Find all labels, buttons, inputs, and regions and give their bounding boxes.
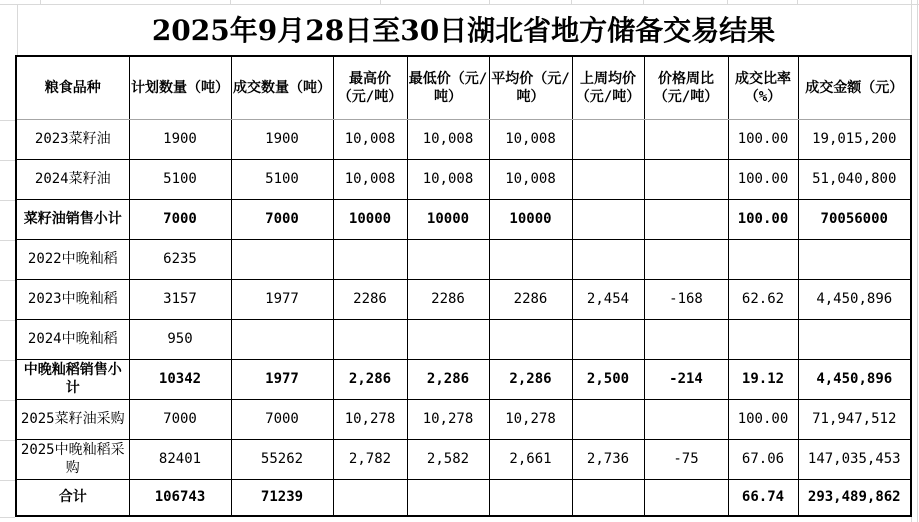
gridline-row-stub <box>0 200 15 201</box>
cell[interactable]: 62.62 <box>728 279 798 319</box>
cell[interactable]: 5100 <box>231 159 333 199</box>
cell[interactable]: 950 <box>129 319 231 359</box>
cell[interactable] <box>407 479 489 516</box>
cell[interactable]: 2286 <box>333 279 407 319</box>
subtotal-row <box>16 199 911 239</box>
cell[interactable]: 4,450,896 <box>798 359 911 399</box>
cell[interactable]: 2286 <box>407 279 489 319</box>
gridline-row-stub <box>0 400 15 401</box>
cell[interactable]: 10,008 <box>407 119 489 159</box>
cell[interactable]: 2022中晚籼稻 <box>16 239 129 279</box>
cell[interactable]: 66.74 <box>728 479 798 516</box>
cell[interactable] <box>333 239 407 279</box>
cell[interactable]: 10,008 <box>489 159 572 199</box>
cell[interactable]: 10342 <box>129 359 231 399</box>
cell[interactable]: 合计 <box>16 479 129 516</box>
cell[interactable]: 10,008 <box>489 119 572 159</box>
cell[interactable]: 100.00 <box>728 159 798 199</box>
cell[interactable]: 293,489,862 <box>798 479 911 516</box>
gridline-row-stub <box>0 517 15 518</box>
table-row <box>16 159 911 199</box>
cell[interactable] <box>407 319 489 359</box>
cell[interactable]: 2,286 <box>489 359 572 399</box>
cell[interactable] <box>644 159 728 199</box>
subtotal-row <box>16 359 911 399</box>
cell[interactable]: 1977 <box>231 359 333 399</box>
cell[interactable]: 7000 <box>231 199 333 239</box>
table-row <box>16 239 911 279</box>
report-title[interactable]: 2025年9月28日至30日湖北省地方储备交易结果 <box>151 14 776 47</box>
gridline-row-stub <box>0 240 15 241</box>
cell[interactable] <box>489 319 572 359</box>
cell[interactable]: 51,040,800 <box>798 159 911 199</box>
cell[interactable]: 147,035,453 <box>798 439 911 479</box>
cell[interactable]: 2,286 <box>407 359 489 399</box>
gridline-row-stub <box>0 120 15 121</box>
cell[interactable]: 10,008 <box>333 159 407 199</box>
gridline-row-stub <box>0 480 15 481</box>
cell[interactable]: 70056000 <box>798 199 911 239</box>
cell[interactable]: 2023中晚籼稻 <box>16 279 129 319</box>
cell[interactable]: 10,008 <box>407 159 489 199</box>
cell[interactable] <box>572 479 644 516</box>
cell[interactable] <box>798 239 911 279</box>
cell[interactable]: 2,582 <box>407 439 489 479</box>
trade-results-table <box>15 55 912 517</box>
cell[interactable] <box>728 319 798 359</box>
cell[interactable]: 10,278 <box>489 399 572 439</box>
cell[interactable] <box>333 479 407 516</box>
cell[interactable]: 2,286 <box>333 359 407 399</box>
cell[interactable] <box>407 239 489 279</box>
cell[interactable] <box>572 159 644 199</box>
table-row <box>16 399 911 439</box>
cell[interactable] <box>572 119 644 159</box>
header-cell-week-change[interactable]: 价格周比（元/吨） <box>644 56 728 119</box>
cell[interactable] <box>644 319 728 359</box>
cell[interactable]: -168 <box>644 279 728 319</box>
cell[interactable]: 100.00 <box>728 119 798 159</box>
cell[interactable] <box>333 319 407 359</box>
header-cell-lastweek-avg[interactable]: 上周均价（元/吨） <box>572 56 644 119</box>
header-cell-min-price[interactable]: 最低价（元/吨） <box>407 56 489 119</box>
header-cell-avg-price[interactable]: 平均价（元/吨） <box>489 56 572 119</box>
gridline-row-stub <box>0 360 15 361</box>
cell[interactable]: 2,782 <box>333 439 407 479</box>
cell[interactable]: 55262 <box>231 439 333 479</box>
cell[interactable] <box>489 479 572 516</box>
cell[interactable]: 7000 <box>129 199 231 239</box>
cell[interactable] <box>644 399 728 439</box>
cell[interactable]: 7000 <box>129 399 231 439</box>
cell[interactable] <box>231 319 333 359</box>
cell[interactable]: 2023菜籽油 <box>16 119 129 159</box>
cell[interactable]: 10,008 <box>333 119 407 159</box>
cell[interactable] <box>231 239 333 279</box>
cell[interactable]: 19.12 <box>728 359 798 399</box>
cell[interactable]: 71,947,512 <box>798 399 911 439</box>
table-row <box>16 119 911 159</box>
cell[interactable]: 1900 <box>129 119 231 159</box>
table-row <box>16 439 911 479</box>
cell[interactable]: 10,278 <box>333 399 407 439</box>
total-row <box>16 479 911 516</box>
cell[interactable]: 10000 <box>489 199 572 239</box>
cell[interactable]: -214 <box>644 359 728 399</box>
cell[interactable]: 5100 <box>129 159 231 199</box>
cell[interactable]: 2286 <box>489 279 572 319</box>
cell[interactable]: 菜籽油销售小计 <box>16 199 129 239</box>
header-cell-planned-qty[interactable]: 计划数量（吨） <box>129 56 231 119</box>
header-cell-trade-ratio[interactable]: 成交比率（%） <box>728 56 798 119</box>
header-row <box>16 56 911 119</box>
cell[interactable]: 2024中晚籼稻 <box>16 319 129 359</box>
cell[interactable]: 100.00 <box>728 199 798 239</box>
header-cell-traded-qty[interactable]: 成交数量（吨） <box>231 56 333 119</box>
cell[interactable]: 82401 <box>129 439 231 479</box>
gridline-right-column <box>917 0 918 522</box>
header-cell-trade-amount[interactable]: 成交金额（元） <box>798 56 911 119</box>
cell[interactable]: 2,661 <box>489 439 572 479</box>
cell[interactable]: 中晚籼稻销售小计 <box>16 359 129 399</box>
cell[interactable] <box>644 119 728 159</box>
header-cell-max-price[interactable]: 最高价（元/吨） <box>333 56 407 119</box>
cell[interactable]: 10,278 <box>407 399 489 439</box>
cell[interactable]: 2025中晚籼稻采购 <box>16 439 129 479</box>
cell[interactable]: 1900 <box>231 119 333 159</box>
gridline-row-stub <box>0 320 15 321</box>
header-cell-grain-variety[interactable]: 粮食品种 <box>16 56 129 119</box>
cell[interactable] <box>572 199 644 239</box>
cell[interactable]: 2025菜籽油采购 <box>16 399 129 439</box>
cell[interactable]: -75 <box>644 439 728 479</box>
cell[interactable]: 67.06 <box>728 439 798 479</box>
cell[interactable]: 10000 <box>407 199 489 239</box>
table-row <box>16 279 911 319</box>
cell[interactable] <box>644 239 728 279</box>
gridline-row-stub <box>0 440 15 441</box>
cell[interactable] <box>644 479 728 516</box>
gridline-row-stub <box>0 280 15 281</box>
cell[interactable]: 7000 <box>231 399 333 439</box>
cell[interactable]: 10000 <box>333 199 407 239</box>
cell[interactable]: 19,015,200 <box>798 119 911 159</box>
cell[interactable] <box>572 239 644 279</box>
cell[interactable]: 2,736 <box>572 439 644 479</box>
cell[interactable]: 6235 <box>129 239 231 279</box>
cell[interactable] <box>489 239 572 279</box>
cell[interactable] <box>728 239 798 279</box>
cell[interactable]: 4,450,896 <box>798 279 911 319</box>
cell[interactable] <box>572 319 644 359</box>
gridline-row-stub <box>0 160 15 161</box>
cell[interactable] <box>644 199 728 239</box>
cell[interactable]: 2,454 <box>572 279 644 319</box>
cell[interactable]: 2024菜籽油 <box>16 159 129 199</box>
cell[interactable]: 71239 <box>231 479 333 516</box>
cell[interactable]: 3157 <box>129 279 231 319</box>
cell[interactable]: 100.00 <box>728 399 798 439</box>
cell[interactable] <box>572 399 644 439</box>
table-row <box>16 319 911 359</box>
cell[interactable]: 106743 <box>129 479 231 516</box>
cell[interactable]: 2,500 <box>572 359 644 399</box>
cell[interactable]: 1977 <box>231 279 333 319</box>
cell[interactable] <box>798 319 911 359</box>
